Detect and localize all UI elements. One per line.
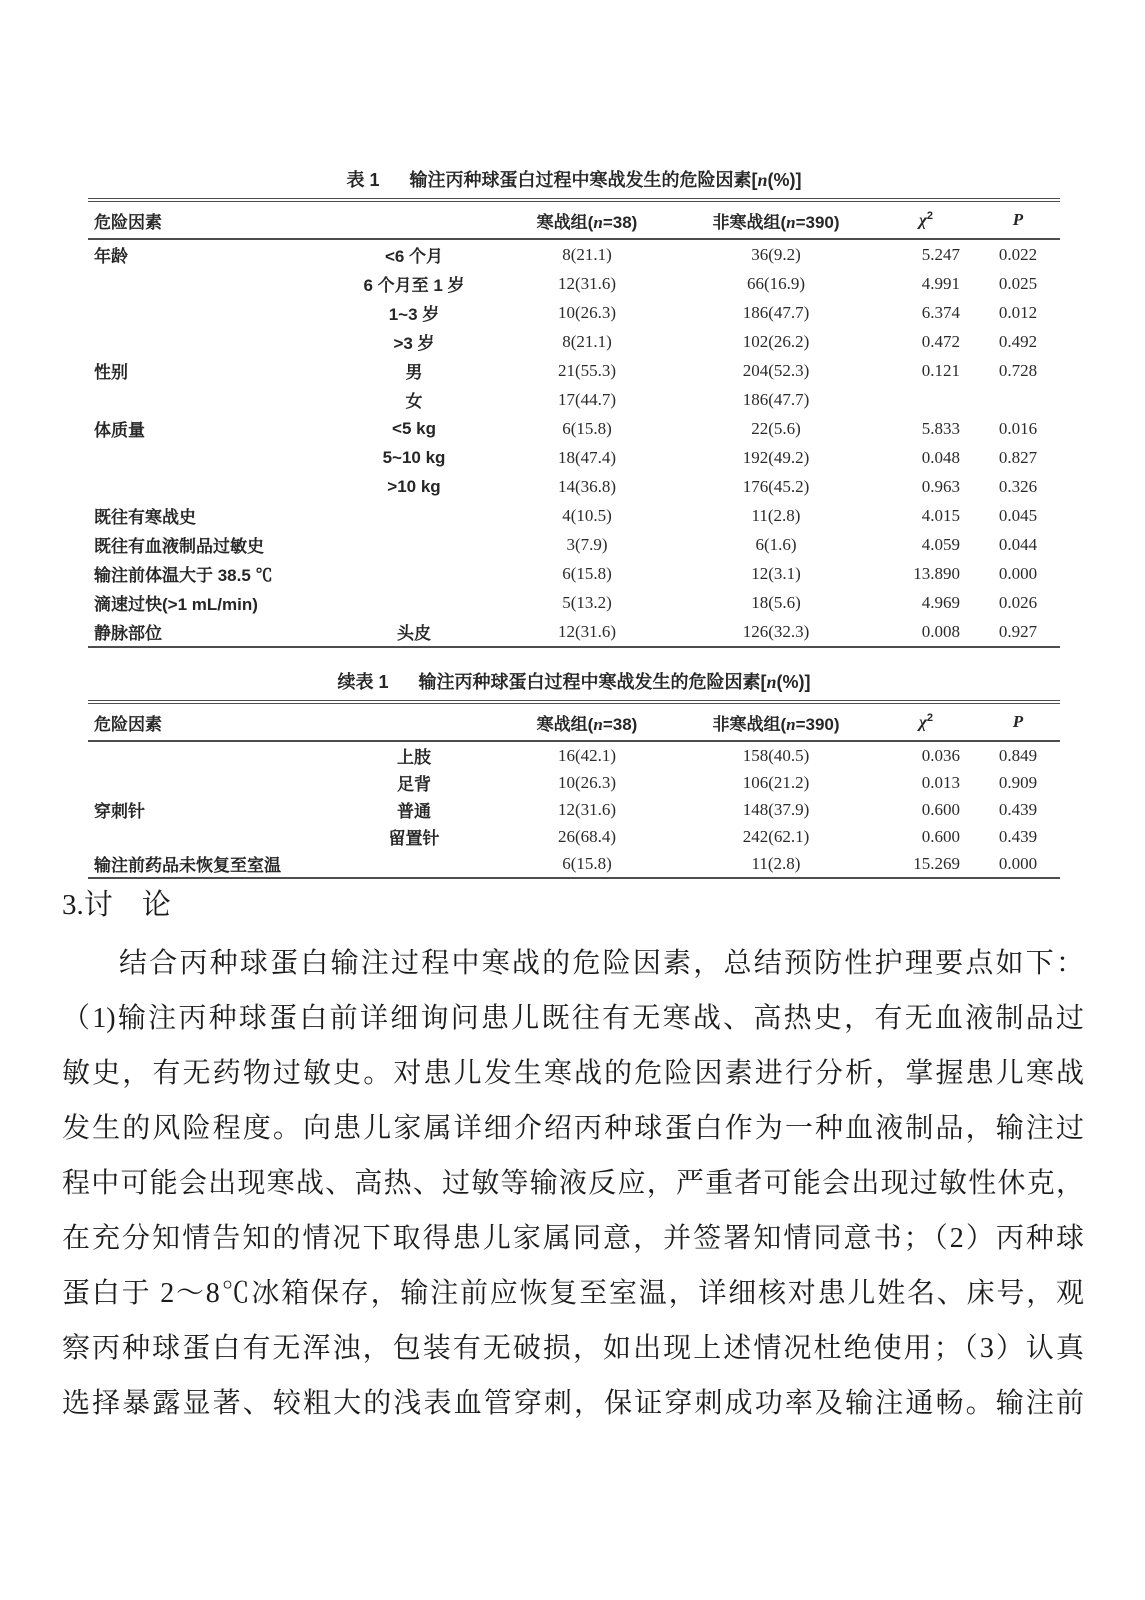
table1-caption-label: 表 1 [346, 170, 380, 190]
factor-cell [88, 472, 330, 501]
non-chill-cell: 186(47.7) [742, 389, 810, 409]
p-cell: 0.026 [998, 592, 1038, 612]
non-chill-cell: 204(52.3) [742, 360, 810, 380]
table-row [88, 414, 1060, 443]
factor-cell [88, 298, 330, 327]
table-row [88, 239, 1060, 269]
p-cell: 0.927 [998, 621, 1038, 641]
chill-cell: 26(68.4) [557, 826, 617, 846]
chi-exponent: 2 [926, 209, 934, 222]
chill-cell: 10(26.3) [557, 302, 617, 322]
n-var: n [786, 714, 796, 734]
risk-factors-table-continued [88, 700, 1060, 879]
non-chill-cell: 66(16.9) [746, 273, 806, 293]
non-chill-cell: 102(26.2) [742, 331, 810, 351]
subcategory-cell: <5 kg [392, 418, 436, 438]
header-subcategory-empty [330, 702, 498, 741]
table1-caption [88, 166, 1060, 192]
chill-cell: 3(7.9) [566, 534, 608, 554]
table-row [88, 327, 1060, 356]
subcategory-cell [330, 530, 498, 559]
chi-cell: 6.374 [921, 302, 960, 322]
subcategory-cell: 留置针 [388, 829, 440, 848]
chi-cell: 15.269 [913, 853, 960, 873]
chi-exponent: 2 [926, 711, 934, 724]
caption-text: 输注丙种球蛋白过程中寒战发生的危险因素[ [418, 672, 767, 692]
chill-cell: 12(31.6) [557, 621, 617, 641]
discussion-line: 敏史，有无药物过敏史。对患儿发生寒战的危险因素进行分析，掌握患儿寒战 [62, 1058, 1084, 1089]
non-chill-cell: 11(2.8) [751, 505, 801, 525]
table-row [88, 269, 1060, 298]
discussion-line: 选择暴露显著、较粗大的浅表血管穿刺，保证穿刺成功率及输注通畅。输注前 [62, 1388, 1084, 1419]
table-row [88, 617, 1060, 647]
non-chill-cell: 186(47.7) [742, 302, 810, 322]
table-row [88, 850, 1060, 878]
caption-text: (%)] [776, 672, 811, 692]
header-risk-factor [88, 200, 330, 239]
header-text: 非寒战组( [712, 212, 787, 232]
p-cell: 0.849 [998, 745, 1038, 765]
table-header-row [88, 702, 1060, 741]
factor-cell: 体质量 [94, 421, 145, 440]
n-var: n [593, 212, 603, 232]
discussion-line: 察丙种球蛋白有无浑浊，包装有无破损，如出现上述情况杜绝使用；（3）认真 [62, 1333, 1084, 1364]
table-header-row [88, 200, 1060, 239]
chi-cell: 0.472 [921, 331, 960, 351]
header-text: P [1012, 210, 1024, 229]
chi-cell: 0.008 [921, 621, 960, 641]
subcategory-cell: 5~10 kg [382, 447, 446, 467]
factor-cell [88, 769, 330, 796]
chill-cell: 21(55.3) [557, 360, 617, 380]
factor-cell [88, 385, 330, 414]
non-chill-cell: 11(2.8) [751, 853, 801, 873]
subcategory-cell [330, 588, 498, 617]
chi-cell: 0.048 [921, 447, 960, 467]
p-cell: 0.909 [998, 772, 1038, 792]
discussion-line: 在充分知情告知的情况下取得患儿家属同意，并签署知情同意书；（2）丙种球 [62, 1223, 1084, 1254]
factor-cell: 既往有寒战史 [94, 508, 196, 527]
caption-n-var: n [757, 170, 768, 190]
chi-cell: 0.036 [921, 745, 960, 765]
table-row [88, 823, 1060, 850]
table-row [88, 530, 1060, 559]
table2-caption-title [419, 672, 811, 692]
non-chill-cell: 12(3.1) [751, 563, 801, 583]
chi-cell [876, 385, 976, 414]
subcategory-cell: 女 [405, 392, 423, 411]
factor-cell: 输注前体温大于 38.5 ℃ [94, 566, 273, 585]
subcategory-cell: 普通 [397, 802, 431, 821]
non-chill-cell: 242(62.1) [742, 826, 810, 846]
chill-cell: 18(47.4) [557, 447, 617, 467]
header-text: =38) [602, 714, 638, 734]
table-row [88, 796, 1060, 823]
factor-cell: 性别 [94, 363, 128, 382]
header-text: 寒战组( [536, 212, 594, 232]
subcategory-cell: 1~3 岁 [388, 305, 440, 324]
chi-symbol: χ [918, 712, 927, 732]
table-row [88, 588, 1060, 617]
section-heading-discussion: 3.讨 论 [62, 889, 171, 921]
header-text: 危险因素 [94, 212, 162, 232]
chill-cell: 8(21.1) [562, 244, 612, 264]
factor-cell: 滴速过快(>1 mL/min) [94, 595, 258, 614]
non-chill-cell: 176(45.2) [742, 476, 810, 496]
header-p-value [976, 200, 1060, 239]
factor-cell [88, 741, 330, 769]
header-chi-square [876, 702, 976, 741]
header-chill-group [498, 200, 676, 239]
chill-cell: 6(15.8) [562, 563, 612, 583]
chi-cell: 0.121 [921, 360, 960, 380]
chi-symbol: χ [918, 210, 927, 230]
p-cell: 0.439 [998, 826, 1038, 846]
factor-cell: 年龄 [94, 247, 128, 266]
table-row [88, 769, 1060, 796]
chill-cell: 12(31.6) [557, 799, 617, 819]
table2-caption-label: 续表 1 [337, 672, 389, 692]
p-cell: 0.492 [998, 331, 1038, 351]
factor-cell [88, 327, 330, 356]
header-text: =390) [795, 212, 840, 232]
chill-cell: 12(31.6) [557, 273, 617, 293]
factor-cell: 穿刺针 [94, 802, 145, 821]
header-chi-square [876, 200, 976, 239]
chi-cell: 4.969 [921, 592, 960, 612]
subcategory-cell: 足背 [397, 775, 431, 794]
risk-factors-table [88, 198, 1060, 648]
factor-cell [88, 269, 330, 298]
header-non-chill-group [676, 200, 876, 239]
chill-cell: 8(21.1) [562, 331, 612, 351]
non-chill-cell: 22(5.6) [751, 418, 801, 438]
header-text: 非寒战组( [712, 714, 787, 734]
table-row [88, 472, 1060, 501]
table-row [88, 356, 1060, 385]
header-text: P [1012, 712, 1024, 731]
table-row [88, 298, 1060, 327]
chi-cell: 5.833 [921, 418, 960, 438]
discussion-line: 程中可能会出现寒战、高热、过敏等输液反应，严重者可能会出现过敏性休克， [62, 1168, 1084, 1199]
chi-cell: 13.890 [913, 563, 960, 583]
discussion-paragraph [62, 936, 1084, 1431]
chill-cell: 5(13.2) [562, 592, 612, 612]
chill-cell: 14(36.8) [557, 476, 617, 496]
p-cell: 0.012 [998, 302, 1038, 322]
chi-cell: 4.015 [921, 505, 960, 525]
factor-cell: 输注前药品未恢复至室温 [94, 856, 281, 875]
chi-cell: 0.600 [921, 826, 960, 846]
header-text: =38) [602, 212, 638, 232]
subcategory-cell: >10 kg [387, 476, 441, 496]
chill-cell: 6(15.8) [562, 853, 612, 873]
chi-cell: 0.963 [921, 476, 960, 496]
caption-text: 输注丙种球蛋白过程中寒战发生的危险因素[ [409, 170, 758, 190]
non-chill-cell: 192(49.2) [742, 447, 810, 467]
chi-cell: 0.013 [921, 772, 960, 792]
non-chill-cell: 6(1.6) [755, 534, 797, 554]
non-chill-cell: 126(32.3) [742, 621, 810, 641]
p-cell: 0.326 [998, 476, 1038, 496]
subcategory-cell: 上肢 [397, 748, 431, 767]
p-cell [976, 385, 1060, 414]
header-text: =390) [795, 714, 840, 734]
p-cell: 0.045 [998, 505, 1038, 525]
discussion-line: 结合丙种球蛋白输注过程中寒战的危险因素，总结预防性护理要点如下： [119, 948, 1084, 979]
non-chill-cell: 106(21.2) [742, 772, 810, 792]
table2-caption [88, 668, 1060, 694]
chi-cell: 4.991 [921, 273, 960, 293]
table-row [88, 741, 1060, 769]
table-row [88, 385, 1060, 414]
table-row [88, 501, 1060, 530]
table1-caption-title [410, 170, 802, 190]
header-non-chill-group [676, 702, 876, 741]
subcategory-cell: 头皮 [397, 624, 431, 643]
header-text: 寒战组( [536, 714, 594, 734]
p-cell: 0.439 [998, 799, 1038, 819]
header-subcategory-empty [330, 200, 498, 239]
n-var: n [593, 714, 603, 734]
discussion-line: 蛋白于 2～8℃冰箱保存，输注前应恢复至室温，详细核对患儿姓名、床号，观 [62, 1278, 1084, 1309]
subcategory-cell: >3 岁 [393, 334, 435, 353]
header-p-value [976, 702, 1060, 741]
table-row [88, 443, 1060, 472]
subcategory-cell [330, 501, 498, 530]
chi-cell: 5.247 [921, 244, 960, 264]
subcategory-cell: <6 个月 [384, 247, 444, 266]
p-cell: 0.016 [998, 418, 1038, 438]
chill-cell: 17(44.7) [557, 389, 617, 409]
subcategory-cell: 男 [405, 363, 423, 382]
factor-cell: 静脉部位 [94, 624, 162, 643]
p-cell: 0.022 [998, 244, 1038, 264]
header-chill-group [498, 702, 676, 741]
chill-cell: 6(15.8) [562, 418, 612, 438]
header-risk-factor [88, 702, 330, 741]
table-row [88, 559, 1060, 588]
subcategory-cell [330, 559, 498, 588]
discussion-line: 发生的风险程度。向患儿家属详细介绍丙种球蛋白作为一种血液制品，输注过 [62, 1113, 1084, 1144]
non-chill-cell: 148(37.9) [742, 799, 810, 819]
n-var: n [786, 212, 796, 232]
discussion-line: （1)输注丙种球蛋白前详细询问患儿既往有无寒战、高热史，有无血液制品过 [62, 1003, 1084, 1034]
non-chill-cell: 18(5.6) [751, 592, 801, 612]
factor-cell [88, 443, 330, 472]
p-cell: 0.044 [998, 534, 1038, 554]
chi-cell: 4.059 [921, 534, 960, 554]
p-cell: 0.025 [998, 273, 1038, 293]
chill-cell: 4(10.5) [562, 505, 612, 525]
chill-cell: 10(26.3) [557, 772, 617, 792]
p-cell: 0.000 [998, 563, 1038, 583]
non-chill-cell: 158(40.5) [742, 745, 810, 765]
factor-cell [88, 823, 330, 850]
p-cell: 0.827 [998, 447, 1038, 467]
subcategory-cell [330, 850, 498, 878]
caption-text: (%)] [767, 170, 802, 190]
factor-cell: 既往有血液制品过敏史 [94, 537, 264, 556]
p-cell: 0.000 [998, 853, 1038, 873]
non-chill-cell: 36(9.2) [751, 244, 801, 264]
p-cell: 0.728 [998, 360, 1038, 380]
chi-cell: 0.600 [921, 799, 960, 819]
header-text: 危险因素 [94, 714, 162, 734]
caption-n-var: n [766, 672, 777, 692]
chill-cell: 16(42.1) [557, 745, 617, 765]
subcategory-cell: 6 个月至 1 岁 [363, 276, 465, 295]
